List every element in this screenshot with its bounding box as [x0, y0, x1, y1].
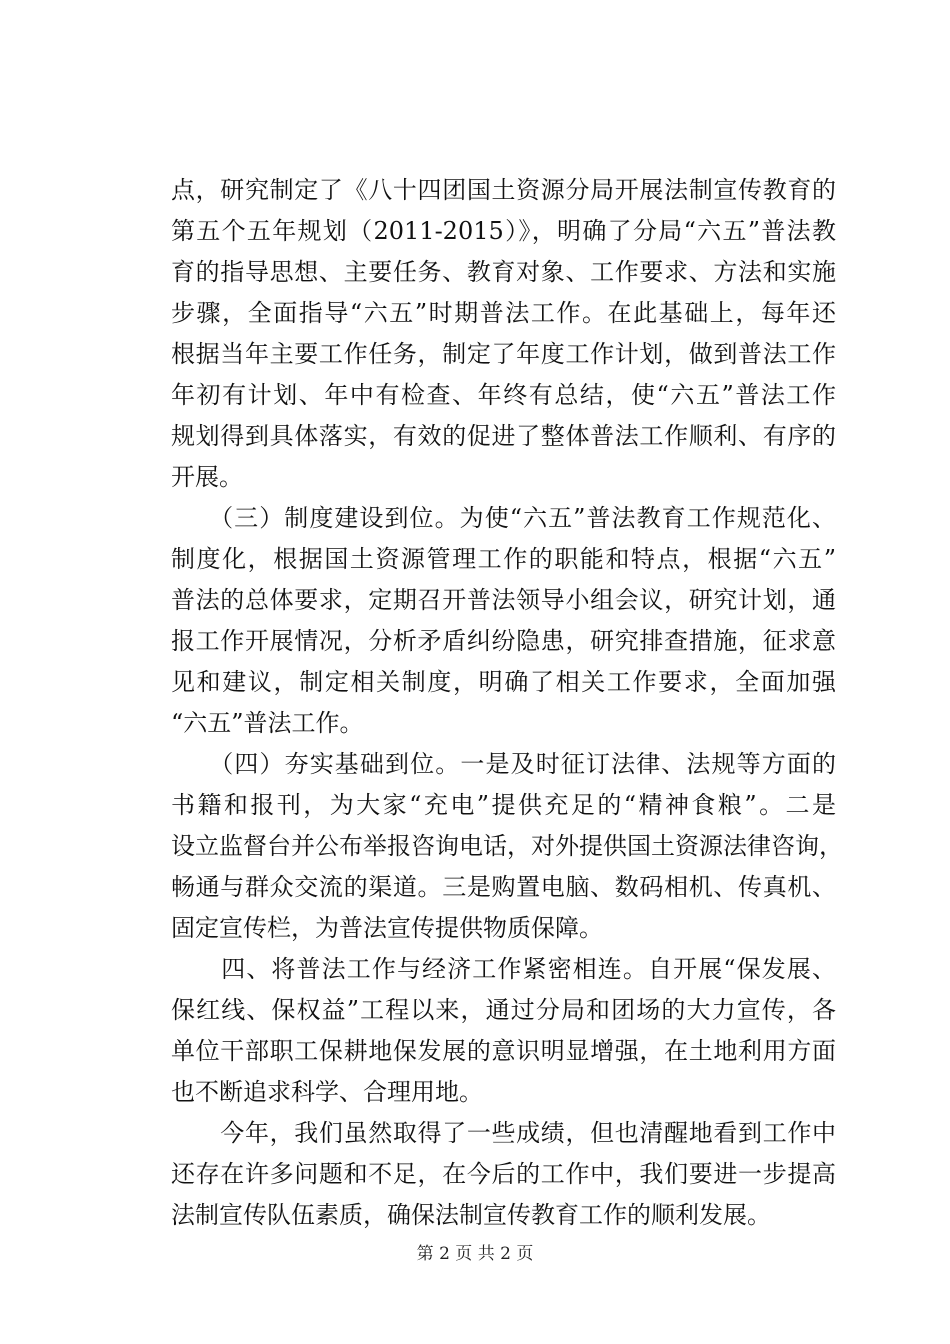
text-line: 点，研究制定了《八十四团国土资源分局开展法制宣传教育的	[171, 176, 836, 204]
text-line: 单位干部职工保耕地保发展的意识明显增强，在土地利用方面	[171, 1037, 836, 1065]
text-line: （四）夯实基础到位。一是及时征订法律、法规等方面的	[171, 750, 836, 778]
text-line: 育的指导思想、主要任务、教育对象、工作要求、方法和实施	[171, 258, 836, 286]
text-line: 报工作开展情况，分析矛盾纠纷隐患，研究排查措施，征求意	[171, 627, 836, 655]
page-number-footer: 第 2 页 共 2 页	[416, 1244, 534, 1264]
text-line: 也不断追求科学、合理用地。	[171, 1078, 483, 1106]
text-line: 步骤，全面指导“六五”时期普法工作。在此基础上，每年还	[171, 299, 836, 327]
text-line: 还存在许多问题和不足，在今后的工作中，我们要进一步提高	[171, 1160, 836, 1188]
text-line: 根据当年主要工作任务，制定了年度工作计划，做到普法工作	[171, 340, 836, 368]
text-line: 年初有计划、年中有检查、年终有总结，使“六五”普法工作	[171, 381, 836, 409]
text-line: 制度化，根据国土资源管理工作的职能和特点，根据“六五”	[171, 545, 836, 573]
text-line: 第五个五年规划（2011-2015）》，明确了分局“六五”普法教	[171, 217, 836, 245]
text-line: 今年，我们虽然取得了一些成绩，但也清醒地看到工作中	[171, 1119, 836, 1147]
text-line: 设立监督台并公布举报咨询电话，对外提供国土资源法律咨询，	[171, 832, 843, 860]
text-line: （三）制度建设到位。为使“六五”普法教育工作规范化、	[171, 504, 836, 532]
text-line: 书籍和报刊，为大家“充电”提供充足的“精神食粮”。二是	[171, 791, 836, 819]
text-line: 保红线、保权益”工程以来，通过分局和团场的大力宣传，各	[171, 996, 836, 1024]
text-line: 法制宣传队伍素质，确保法制宣传教育工作的顺利发展。	[171, 1201, 771, 1229]
text-line: 畅通与群众交流的渠道。三是购置电脑、数码相机、传真机、	[171, 873, 836, 901]
text-line: 见和建议，制定相关制度，明确了相关工作要求，全面加强	[171, 668, 836, 696]
text-line: “六五”普法工作。	[171, 709, 364, 737]
text-line: 四、将普法工作与经济工作紧密相连。自开展“保发展、	[171, 955, 836, 983]
document-body	[171, 170, 843, 1236]
text-line: 固定宣传栏，为普法宣传提供物质保障。	[171, 914, 603, 942]
text-line: 普法的总体要求，定期召开普法领导小组会议，研究计划，通	[171, 586, 836, 614]
text-line: 开展。	[171, 463, 243, 491]
text-line: 规划得到具体落实，有效的促进了整体普法工作顺利、有序的	[171, 422, 836, 450]
